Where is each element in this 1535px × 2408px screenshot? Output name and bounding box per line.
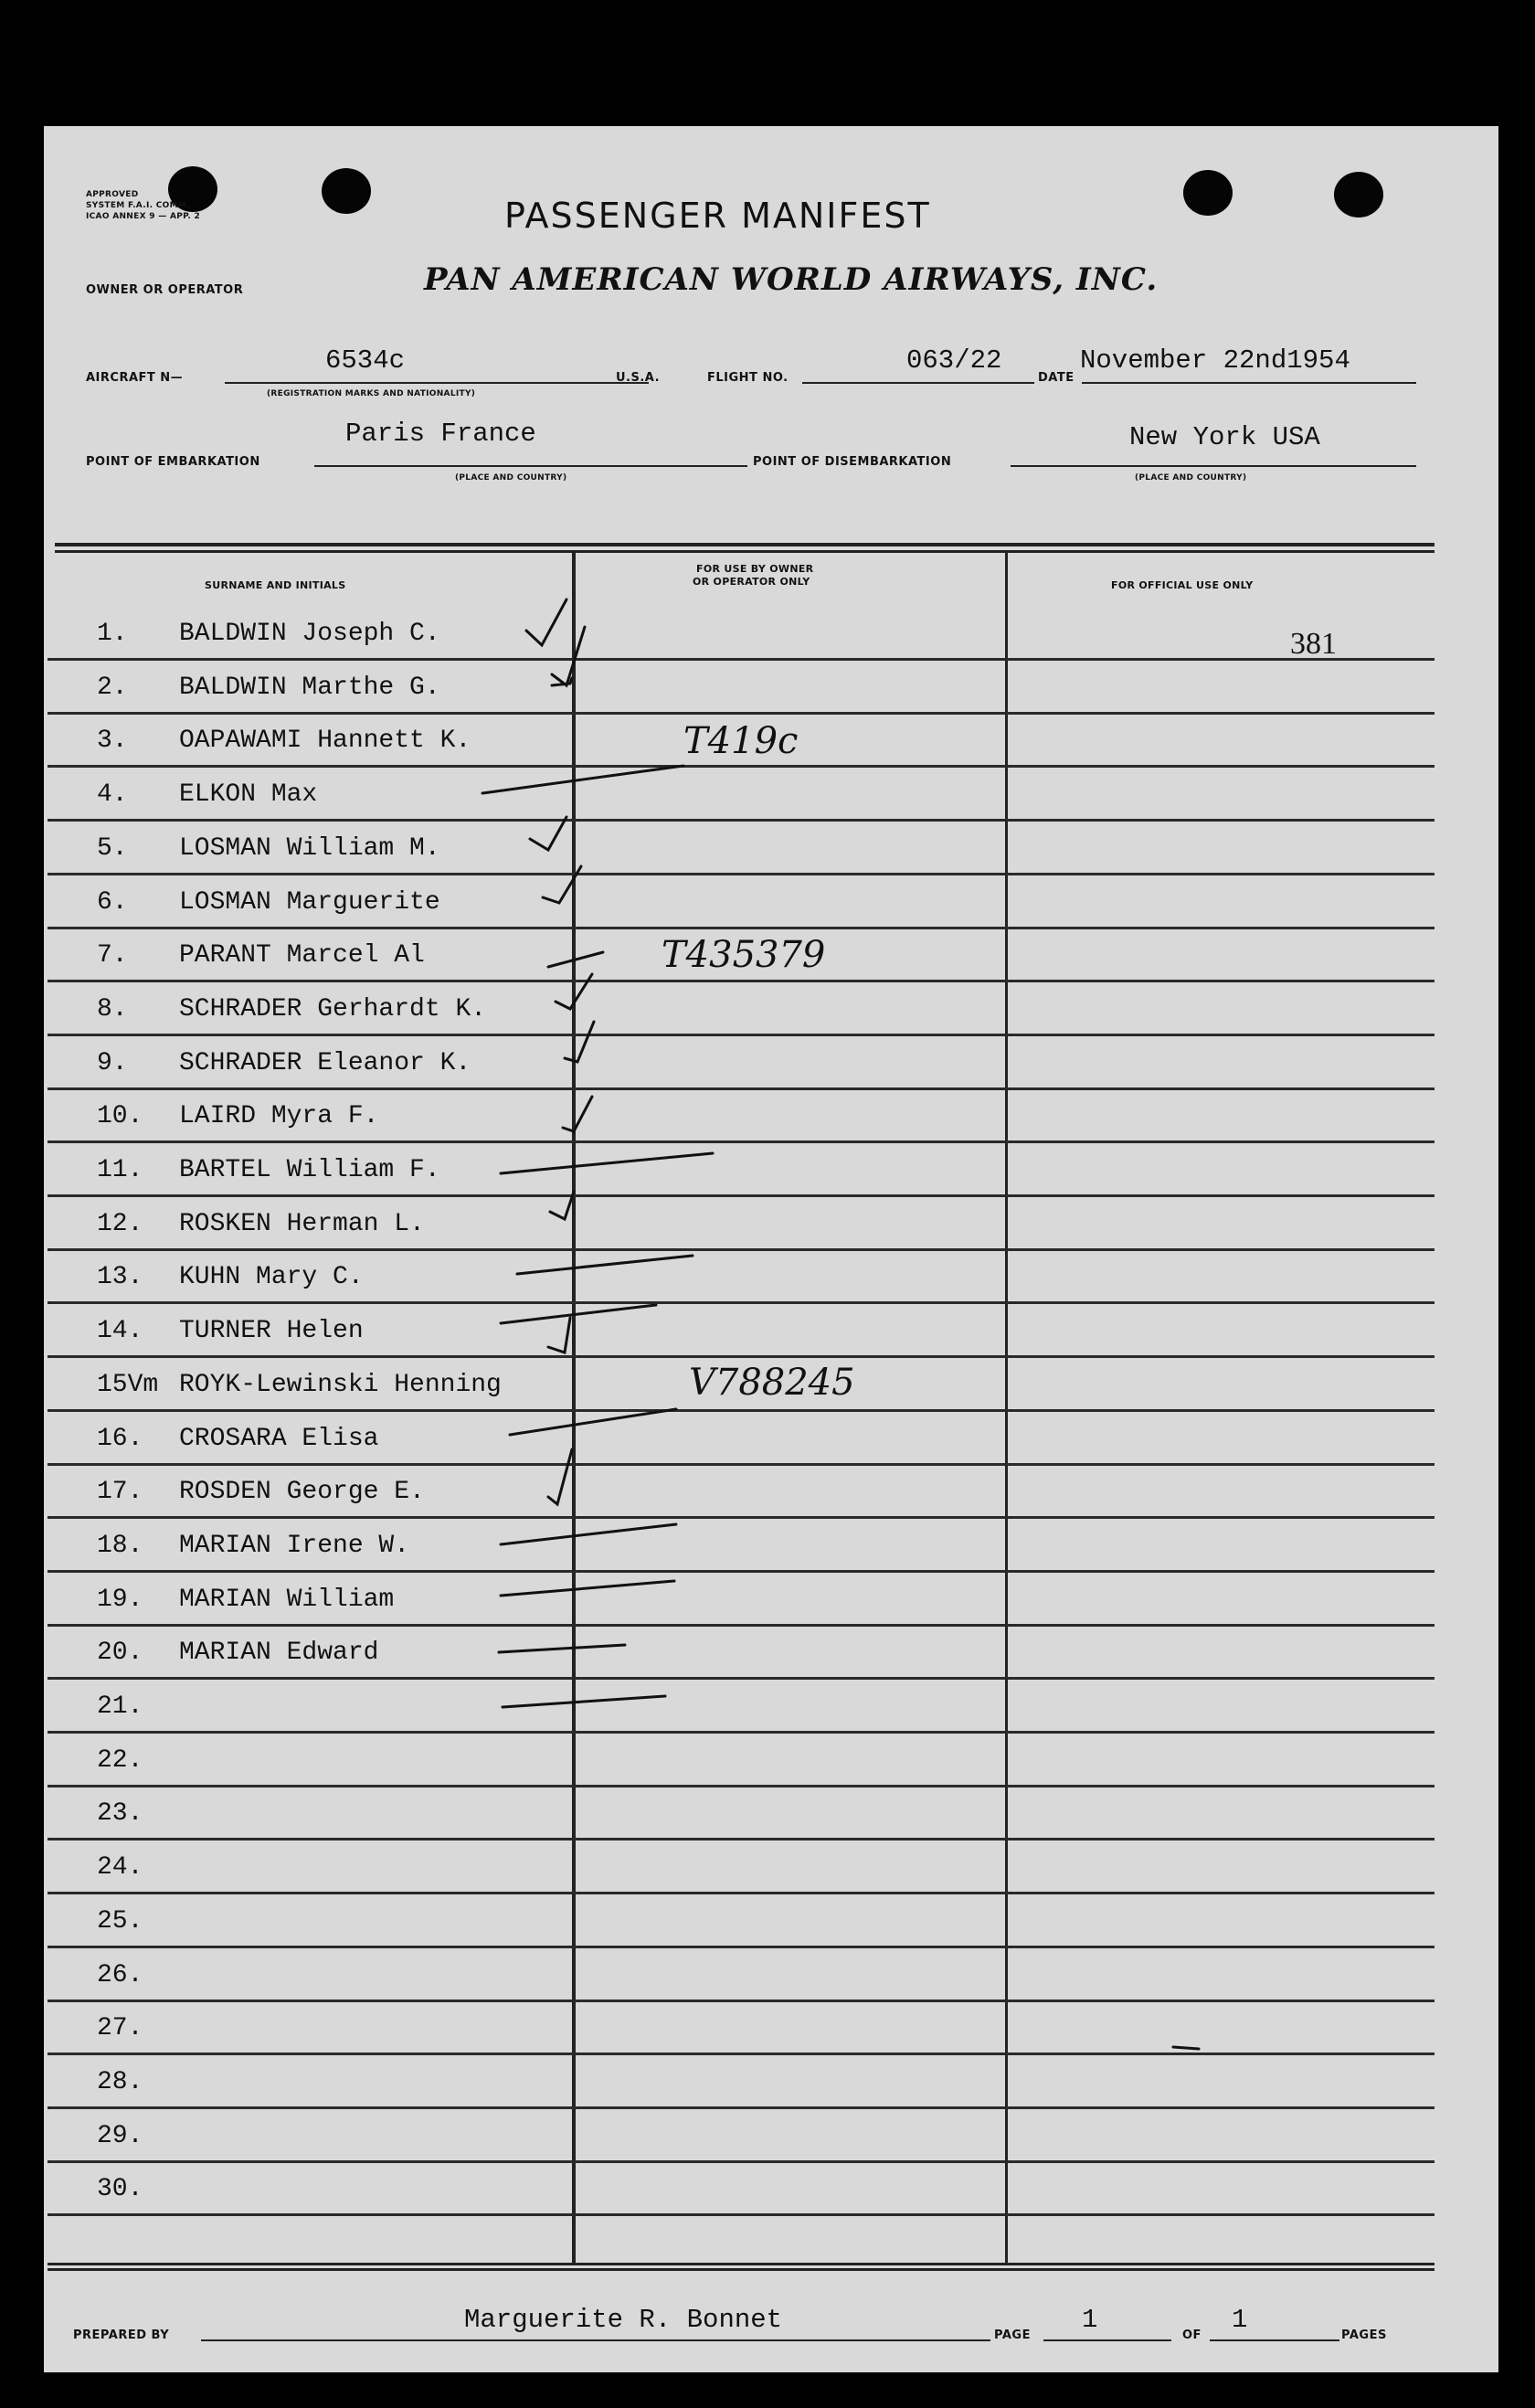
row-number: 27. xyxy=(97,2014,143,2043)
strike-line xyxy=(482,766,683,793)
passenger-name: MARIAN Edward xyxy=(179,1639,379,1668)
passenger-name: BALDWIN Marthe G. xyxy=(179,673,440,702)
usa-label: U.S.A. xyxy=(616,371,661,385)
col-header-official: FOR OFFICIAL USE ONLY xyxy=(1111,579,1254,591)
col-header-surname: SURNAME AND INITIALS xyxy=(205,579,346,591)
row-number: 6. xyxy=(97,887,128,917)
row-number: 21. xyxy=(97,1692,143,1721)
flight-label: FLIGHT NO. xyxy=(707,371,789,385)
row-number: 30. xyxy=(97,2175,143,2204)
row-number: 28. xyxy=(97,2067,143,2096)
page-value: 1 xyxy=(1082,2305,1098,2335)
handwritten-note: V788245 xyxy=(689,1362,855,1404)
row-number: 12. xyxy=(97,1209,143,1238)
aircraft-value: 6534c xyxy=(325,345,406,376)
check-mark xyxy=(550,1192,574,1219)
pages-label: PAGES xyxy=(1341,2328,1387,2342)
flight-value: 063/22 xyxy=(906,345,1002,376)
passenger-name: ELKON Max xyxy=(179,780,318,810)
passenger-name: CROSARA Elisa xyxy=(179,1424,379,1453)
company-name: PAN AMERICAN WORLD AIRWAYS, INC. xyxy=(424,261,1159,298)
strike-line xyxy=(510,1409,676,1435)
row-number: 15Vm xyxy=(97,1370,159,1399)
date-label: DATE xyxy=(1038,371,1074,385)
check-mark xyxy=(548,1449,572,1504)
check-marks-layer xyxy=(44,126,1498,2372)
approval-line: ICAO ANNEX 9 — APP. 2 xyxy=(86,212,201,221)
check-mark xyxy=(552,627,585,685)
row-number: 7. xyxy=(97,941,128,971)
strike-line xyxy=(517,1256,693,1274)
strike-line xyxy=(501,1305,656,1323)
strike-line xyxy=(499,1645,625,1652)
passenger-name: ROSKEN Herman L. xyxy=(179,1209,425,1238)
check-mark xyxy=(548,1318,570,1353)
prepared-underline xyxy=(201,2339,990,2341)
check-mark xyxy=(543,866,581,903)
strike-line xyxy=(501,1153,713,1173)
of-value: 1 xyxy=(1232,2305,1248,2335)
check-mark xyxy=(565,1022,594,1062)
manifest-sheet xyxy=(44,126,1498,2372)
embarkation-caption: (PLACE AND COUNTRY) xyxy=(455,473,567,483)
row-number: 23. xyxy=(97,1799,143,1829)
aircraft-caption: (REGISTRATION MARKS AND NATIONALITY) xyxy=(267,389,476,398)
row-number: 11. xyxy=(97,1156,143,1184)
row-number: 9. xyxy=(97,1048,128,1077)
embarkation-label: POINT OF EMBARKATION xyxy=(86,455,260,469)
passenger-name: ROSDEN George E. xyxy=(179,1478,425,1507)
row-number: 25. xyxy=(97,1906,143,1936)
of-label: OF xyxy=(1182,2328,1202,2342)
disembarkation-value: New York USA xyxy=(1129,422,1320,452)
row-number: 22. xyxy=(97,1745,143,1775)
passenger-name: BALDWIN Joseph C. xyxy=(179,620,440,648)
of-underline xyxy=(1210,2339,1339,2341)
passenger-name: KUHN Mary C. xyxy=(179,1263,364,1292)
row-number: 16. xyxy=(97,1424,143,1453)
check-mark xyxy=(563,1097,592,1131)
row-number: 14. xyxy=(97,1317,143,1346)
passenger-name: MARIAN William xyxy=(179,1585,395,1614)
row-number: 20. xyxy=(97,1639,143,1668)
check-mark xyxy=(530,817,566,850)
table-bottom-rule xyxy=(48,2263,1434,2265)
official-note: 381 xyxy=(1290,627,1337,661)
approval-line: SYSTEM F.A.I. COMM. xyxy=(86,201,190,210)
row-number: 19. xyxy=(97,1585,143,1614)
row-number: 4. xyxy=(97,780,128,810)
row-number: 5. xyxy=(97,833,128,863)
owner-label: OWNER OR OPERATOR xyxy=(86,283,244,297)
passenger-name: LAIRD Myra F. xyxy=(179,1102,379,1131)
handwritten-note: T435379 xyxy=(662,934,826,976)
passenger-name: BARTEL William F. xyxy=(179,1156,440,1184)
strike-line xyxy=(548,952,603,967)
handwritten-note: T419c xyxy=(683,720,799,762)
passenger-name: OAPAWAMI Hannett K. xyxy=(179,727,471,756)
passenger-name: PARANT Marcel Al xyxy=(179,941,425,971)
page-label: PAGE xyxy=(994,2328,1031,2342)
check-mark xyxy=(556,974,592,1009)
passenger-name: LOSMAN William M. xyxy=(179,833,440,863)
disembarkation-label: POINT OF DISEMBARKATION xyxy=(753,455,952,469)
row-number: 2. xyxy=(97,673,128,702)
col-header-owner: OR OPERATOR ONLY xyxy=(693,576,810,588)
passenger-name: ROYK-Lewinski Henning xyxy=(179,1370,502,1399)
row-number: 3. xyxy=(97,727,128,756)
prepared-label: PREPARED BY xyxy=(73,2328,170,2342)
date-value: November 22nd1954 xyxy=(1080,345,1350,376)
page-underline xyxy=(1043,2339,1171,2341)
passenger-name: MARIAN Irene W. xyxy=(179,1531,410,1560)
row-number: 29. xyxy=(97,2121,143,2150)
strike-line xyxy=(501,1581,674,1596)
strike-line xyxy=(1173,2047,1199,2049)
row-number: 17. xyxy=(97,1478,143,1507)
embarkation-value: Paris France xyxy=(345,419,536,449)
strike-line xyxy=(503,1696,665,1707)
prepared-value: Marguerite R. Bonnet xyxy=(464,2305,783,2335)
page-title: PASSENGER MANIFEST xyxy=(504,196,931,236)
check-mark xyxy=(526,599,566,645)
row-number: 1. xyxy=(97,620,128,648)
approval-line: APPROVED xyxy=(86,190,139,199)
strike-line xyxy=(501,1524,676,1544)
row-number: 10. xyxy=(97,1102,143,1131)
row-number: 13. xyxy=(97,1263,143,1292)
passenger-name: LOSMAN Marguerite xyxy=(179,887,440,917)
row-number: 24. xyxy=(97,1853,143,1883)
table-bottom-rule xyxy=(48,2268,1434,2271)
passenger-name: SCHRADER Gerhardt K. xyxy=(179,994,487,1024)
aircraft-label: AIRCRAFT N— xyxy=(86,371,184,385)
row-number: 8. xyxy=(97,994,128,1024)
row-number: 26. xyxy=(97,1960,143,1989)
col-header-owner: FOR USE BY OWNER xyxy=(696,563,814,575)
disembarkation-caption: (PLACE AND COUNTRY) xyxy=(1135,473,1247,483)
row-number: 18. xyxy=(97,1531,143,1560)
passenger-name: SCHRADER Eleanor K. xyxy=(179,1048,471,1077)
passenger-name: TURNER Helen xyxy=(179,1317,364,1346)
